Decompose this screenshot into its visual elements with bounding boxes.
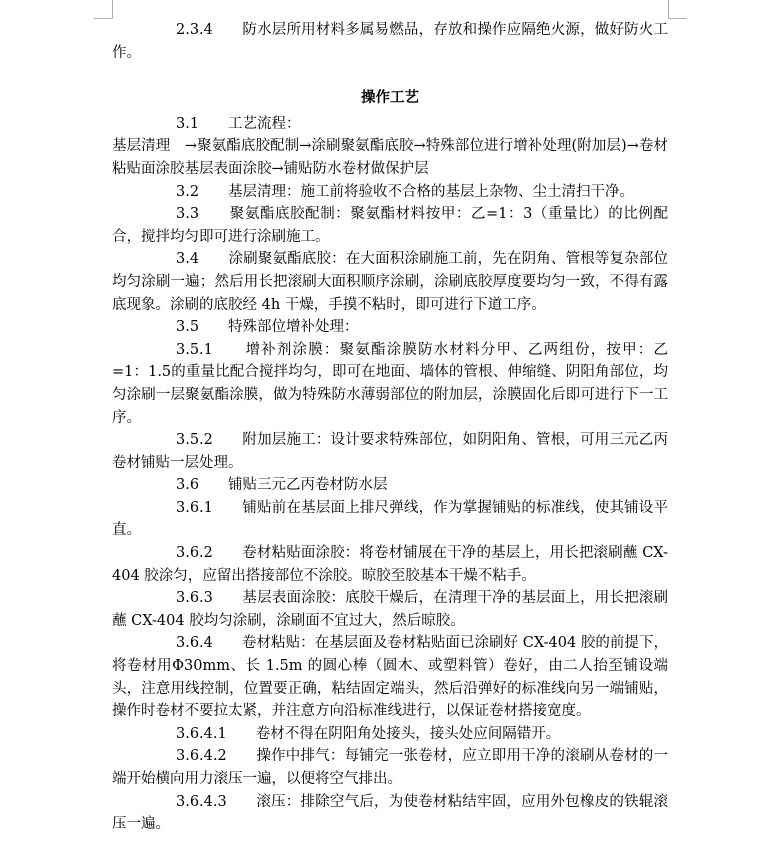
paragraph-3-6-4-1: 3.6.4.1 卷材不得在阴阳角处接头，接头处应间隔错开。 [176,725,561,742]
paragraph-process-flow: 基层清理 →聚氨酯底胶配制→涂刷聚氨酯底胶→特殊部位进行增补处理(附加层)→卷材粘贴面涂胶基层表面涂胶→铺贴防水卷材做保护层 [112,138,668,177]
paragraph-3-5-2: 3.5.2 附加层施工：设计要求特殊部位，如阴阳角、管根，可用三元乙丙卷材铺贴一层处理。 [112,432,668,471]
paragraph-3-6-4-2: 3.6.4.2 操作中排气：每铺完一张卷材，应立即用干净的滚刷从卷材的一端开始横向用力滚压一遍，以便将空气排出。 [112,748,668,787]
paragraph-3-6-3: 3.6.3 基层表面涂胶：底胶干燥后，在清理干净的基层面上，用长把滚刷蘸 CX-404 胶均匀涂刷，涂刷面不宜过大，然后晾胶。 [112,590,668,629]
paragraph-3-5: 3.5 特殊部位增补处理： [176,319,359,336]
section-title: 操作工艺 [361,89,419,107]
paragraph-3-6: 3.6 铺贴三元乙丙卷材防水层 [176,477,388,494]
paragraph-3-1: 3.1 工艺流程： [176,115,301,132]
document-body [112,19,668,836]
paragraph-3-6-1: 3.6.1 铺贴前在基层面上排尺弹线，作为掌握铺贴的标准线，使其铺设平直。 [112,499,668,539]
paragraph-3-2: 3.2 基层清理：施工前将验收不合格的基层上杂物、尘土清扫干净。 [176,183,635,200]
paragraph-2-3-4: 2.3.4 防水层所用材料多属易燃品，存放和操作应隔绝火源，做好防火工作。 [112,22,668,61]
paragraph-3-3: 3.3 聚氨酯底胶配制：聚氨酯材料按甲：乙=1：3（重量比）的比例配合，搅拌均匀即可进行涂刷施工。 [112,206,668,245]
page-corner-mark-left [94,0,113,19]
paragraph-3-6-4-3: 3.6.4.3 滚压：排除空气后，为使卷材粘结牢固，应用外包橡皮的铁辊滚压一遍。 [112,793,668,833]
page-corner-mark-right [668,0,687,19]
paragraph-3-4: 3.4 涂刷聚氨酯底胶：在大面积涂刷施工前，先在阴角、管根等复杂部位均匀涂刷一遍；然后用长把滚刷大面积顺序涂刷，涂刷底胶厚度要均匀一致，不得有露底现象。涂刷的底胶经 4h 干燥，手摸不粘时，即可进行下道工序。 [112,251,668,313]
paragraph-3-6-2: 3.6.2 卷材粘贴面涂胶：将卷材铺展在干净的基层上，用长把滚刷蘸 CX-404 胶涂匀，应留出搭接部位不涂胶。晾胶至胶基本干燥不粘手。 [112,545,668,584]
paragraph-3-5-1: 3.5.1 增补剂涂膜：聚氨酯涂膜防水材料分甲、乙两组份，按甲：乙=1：1.5的重量比配合搅拌均匀，即可在地面、墙体的管根、伸缩缝、阴阳角部位，均匀涂刷一层聚氨酯涂膜，做为特殊防水薄弱部位的附加层，涂膜固化后即可进行下一工序。 [112,341,668,426]
paragraph-3-6-4: 3.6.4 卷材粘贴：在基层面及卷材粘贴面已涂刷好 CX-404 胶的前提下，将卷材用Φ30mm、长 1.5m 的圆心棒（圆木、或塑料管）卷好，由二人抬至铺设端头，注意用线控制，位置要正确，粘结固定端头，然后沿弹好的标准线向另一端铺贴，操作时卷材不要拉太紧，并注意方向沿标准线进行，以保证卷材搭接宽度。 [112,635,668,720]
